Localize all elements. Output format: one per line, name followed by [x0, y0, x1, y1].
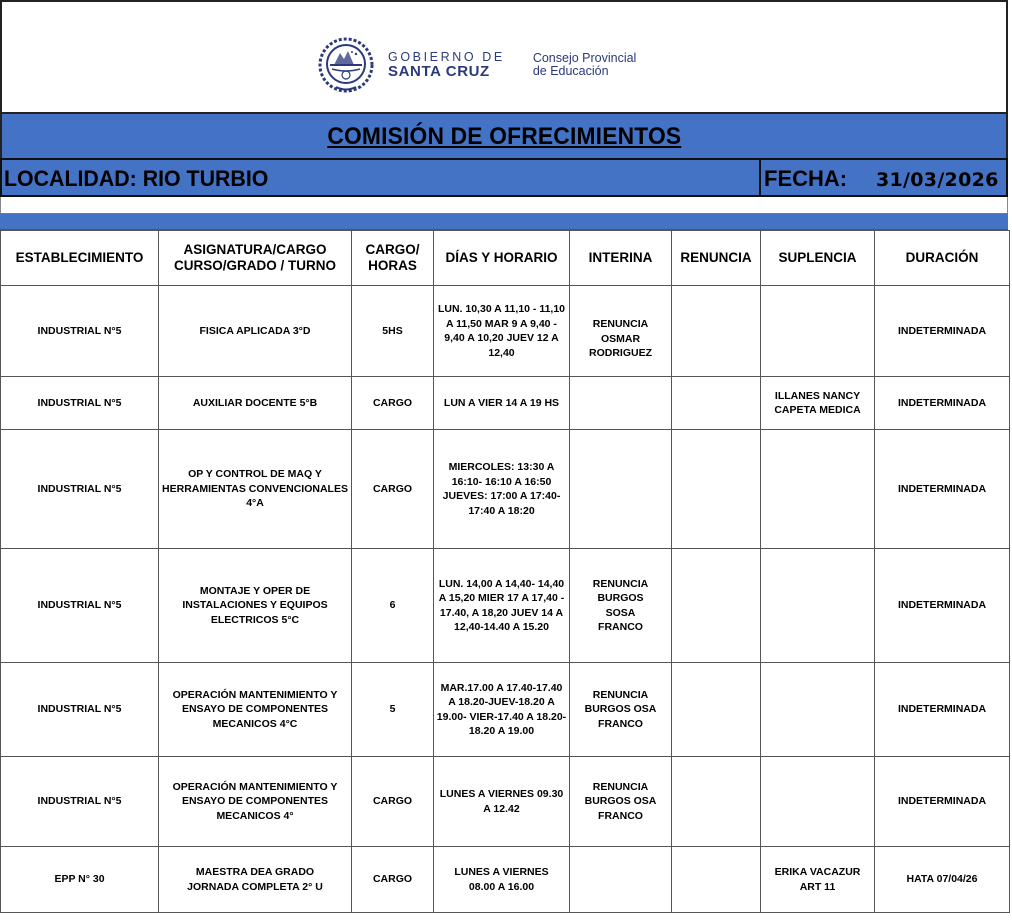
cell-renuncia — [672, 847, 761, 913]
cell-renuncia — [672, 757, 761, 847]
table-row — [1, 377, 1010, 430]
cell-establecimiento: EPP N° 30 — [1, 847, 159, 913]
cell-cargo-horas: CARGO — [352, 377, 434, 430]
council-line-2: de Educación — [532, 64, 609, 78]
cell-dias-horario: LUN A VIER 14 A 19 HS — [434, 377, 570, 430]
fecha-label: FECHA: — [764, 166, 848, 191]
table-row — [1, 430, 1010, 549]
cell-suplencia — [761, 549, 875, 663]
cell-duracion: INDETERMINADA — [875, 377, 1010, 430]
col-header-asignatura: ASIGNATURA/CARGO CURSO/GRADO / TURNO — [159, 231, 352, 286]
cell-establecimiento: INDUSTRIAL N°5 — [1, 663, 159, 757]
fecha-value: 31/03/2026 — [876, 169, 999, 191]
cell-suplencia: ERIKA VACAZUR ART 11 — [761, 847, 875, 913]
table-header-row — [1, 231, 1010, 286]
cell-asignatura: OPERACIÓN MANTENIMIENTO Y ENSAYO DE COMPONENTES MECANICOS 4°C — [159, 663, 352, 757]
gov-line-2: SANTA CRUZ — [388, 62, 490, 80]
table-row — [1, 549, 1010, 663]
cell-asignatura: FISICA APLICADA 3°D — [159, 286, 352, 377]
location-date-band — [0, 158, 1008, 197]
cell-suplencia — [761, 286, 875, 377]
table-row — [1, 847, 1010, 913]
cell-interina — [570, 847, 672, 913]
council-wordmark — [533, 52, 637, 79]
cell-interina: RENUNCIA BURGOS SOSA FRANCO — [570, 549, 672, 663]
cell-duracion: HATA 07/04/26 — [875, 847, 1010, 913]
council-line-1: Consejo Provincial — [532, 50, 637, 65]
col-header-establecimiento: ESTABLECIMIENTO — [1, 231, 159, 286]
cell-dias-horario: LUNES A VIERNES 08.00 A 16.00 — [434, 847, 570, 913]
col-header-duracion: DURACIÓN — [875, 231, 1010, 286]
table-row — [1, 757, 1010, 847]
government-wordmark — [388, 51, 505, 80]
cell-suplencia — [761, 663, 875, 757]
table-row — [1, 663, 1010, 757]
cell-duracion: INDETERMINADA — [875, 757, 1010, 847]
cell-interina — [570, 430, 672, 549]
logo-group — [318, 36, 636, 94]
blue-separator-strip — [0, 213, 1008, 230]
cell-asignatura: OPERACIÓN MANTENIMIENTO Y ENSAYO DE COMPONENTES MECANICOS 4° — [159, 757, 352, 847]
cell-renuncia — [672, 663, 761, 757]
cell-duracion: INDETERMINADA — [875, 663, 1010, 757]
cell-asignatura: AUXILIAR DOCENTE 5°B — [159, 377, 352, 430]
page-title: COMISIÓN DE OFRECIMIENTOS — [327, 122, 681, 150]
band-divider — [759, 160, 761, 195]
spacer-row — [0, 197, 1008, 213]
col-header-suplencia: SUPLENCIA — [761, 231, 875, 286]
col-header-interina: INTERINA — [570, 231, 672, 286]
cell-interina: RENUNCIA BURGOS OSA FRANCO — [570, 663, 672, 757]
cell-dias-horario: MIERCOLES: 13:30 A 16:10- 16:10 A 16:50 JUEVES: 17:00 A 17:40- 17:40 A 18:20 — [434, 430, 570, 549]
cell-suplencia — [761, 430, 875, 549]
cell-renuncia — [672, 377, 761, 430]
cell-interina: RENUNCIA BURGOS OSA FRANCO — [570, 757, 672, 847]
cell-interina — [570, 377, 672, 430]
cell-establecimiento: INDUSTRIAL N°5 — [1, 286, 159, 377]
cell-interina: RENUNCIA OSMAR RODRIGUEZ — [570, 286, 672, 377]
cell-cargo-horas: 6 — [352, 549, 434, 663]
cell-asignatura: MONTAJE Y OPER DE INSTALACIONES Y EQUIPOS ELECTRICOS 5°C — [159, 549, 352, 663]
table-row — [1, 286, 1010, 377]
localidad-label: LOCALIDAD: RIO TURBIO — [4, 166, 269, 191]
cell-duracion: INDETERMINADA — [875, 430, 1010, 549]
col-header-dias-horario: DÍAS Y HORARIO — [434, 231, 570, 286]
cell-dias-horario: LUNES A VIERNES 09.30 A 12.42 — [434, 757, 570, 847]
cell-establecimiento: INDUSTRIAL N°5 — [1, 757, 159, 847]
cell-dias-horario: LUN. 14,00 A 14,40- 14,40 A 15,20 MIER 17 A 17,40 - 17.40, A 18,20 JUEV 14 A 12,40-14.40 A 15.20 — [434, 549, 570, 663]
cell-establecimiento: INDUSTRIAL N°5 — [1, 377, 159, 430]
cell-cargo-horas: CARGO — [352, 757, 434, 847]
title-band — [0, 114, 1008, 159]
gov-line-1: GOBIERNO DE — [388, 49, 505, 64]
cell-cargo-horas: 5HS — [352, 286, 434, 377]
offers-table — [0, 230, 1010, 913]
cell-duracion: INDETERMINADA — [875, 549, 1010, 663]
cell-suplencia — [761, 757, 875, 847]
cell-cargo-horas: 5 — [352, 663, 434, 757]
cell-dias-horario: MAR.17.00 A 17.40-17.40 A 18.20-JUEV-18.20 A 19.00- VIER-17.40 A 18.20-18.20 A 19.00 — [434, 663, 570, 757]
cell-establecimiento: INDUSTRIAL N°5 — [1, 430, 159, 549]
cell-cargo-horas: CARGO — [352, 847, 434, 913]
cell-cargo-horas: CARGO — [352, 430, 434, 549]
cell-asignatura: OP Y CONTROL DE MAQ Y HERRAMIENTAS CONVENCIONALES 4°A — [159, 430, 352, 549]
cell-renuncia — [672, 549, 761, 663]
cell-duracion: INDETERMINADA — [875, 286, 1010, 377]
cell-renuncia — [672, 286, 761, 377]
col-header-renuncia: RENUNCIA — [672, 231, 761, 286]
cell-dias-horario: LUN. 10,30 A 11,10 - 11,10 A 11,50 MAR 9 A 9,40 - 9,40 A 10,20 JUEV 12 A 12,40 — [434, 286, 570, 377]
col-header-cargo-horas: CARGO/ HORAS — [352, 231, 434, 286]
cell-suplencia: ILLANES NANCY CAPETA MEDICA — [761, 377, 875, 430]
cell-establecimiento: INDUSTRIAL N°5 — [1, 549, 159, 663]
header-logo-box — [0, 0, 1008, 114]
provincial-seal-icon — [318, 37, 374, 93]
cell-renuncia — [672, 430, 761, 549]
cell-asignatura: MAESTRA DEA GRADO JORNADA COMPLETA 2° U — [159, 847, 352, 913]
